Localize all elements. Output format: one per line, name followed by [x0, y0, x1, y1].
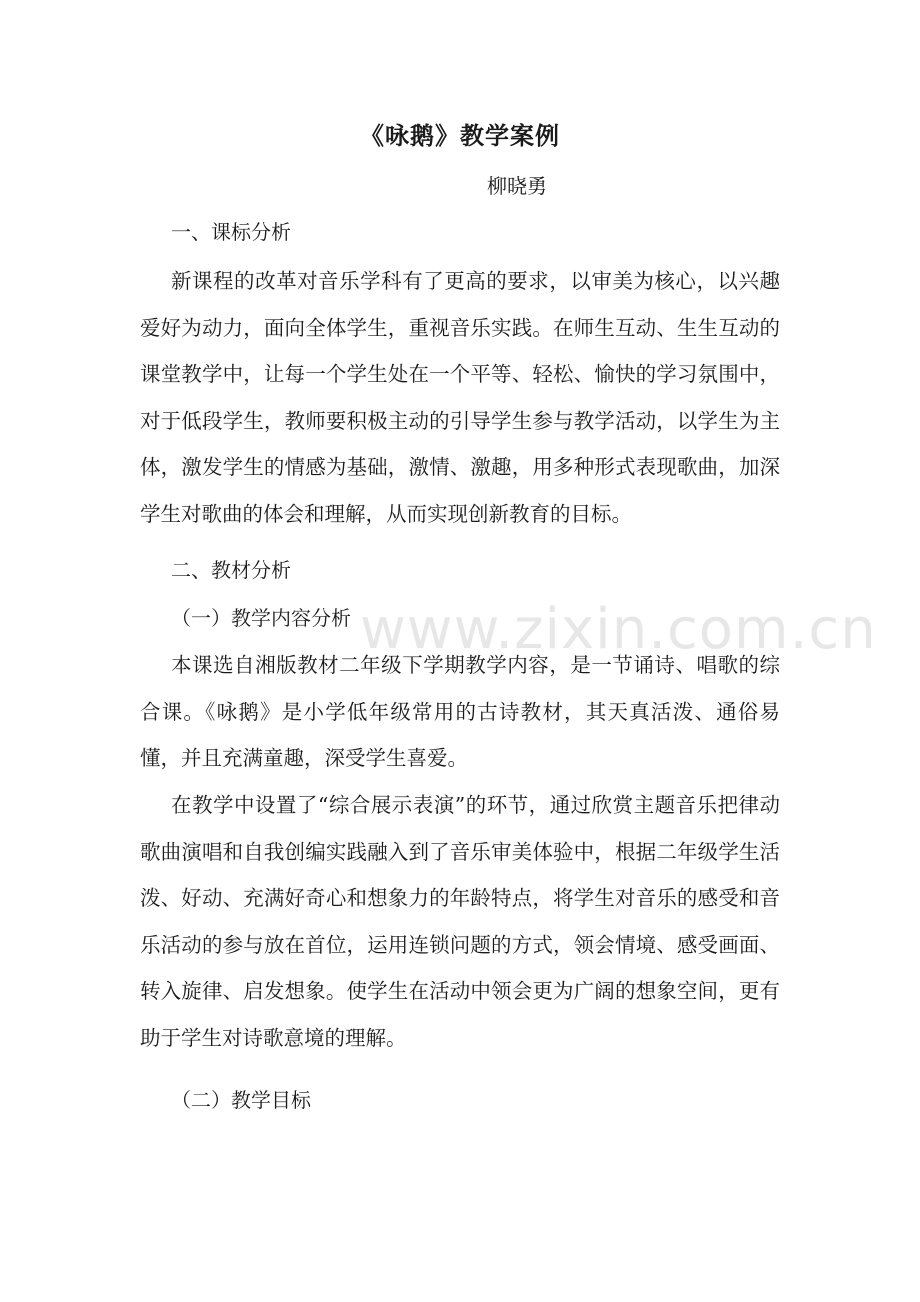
document-title: 《咏鹅》教学案例	[360, 121, 560, 150]
paragraph-curriculum-analysis: 新课程的改革对音乐学科有了更高的要求，以审美为核心，以兴趣爱好为动力，面向全体学生，重视音乐实践。在师生互动、生生互动的课堂教学中，让每一个学生处在一个平等、轻松、愉快的学习氛围中，对于低段学生，教师要积极主动的引导学生参与教学活动，以学生为主体，激发学生的情感为基础，激情、激趣，用多种形式表现歌曲，加深学生对歌曲的体会和理解，从而实现创新教育的目标。	[140, 269, 780, 526]
watermark: www.zixin.com.cn	[360, 597, 877, 662]
document-author: 柳晓勇	[487, 174, 547, 198]
paragraph-content-analysis-2: 在教学中设置了“综合展示表演”的环节，通过欣赏主题音乐把律动歌曲演唱和自我创编实践融入到了音乐审美体验中，根据二年级学生活泼、好动、充满好奇心和想象力的年龄特点，将学生对音乐的感受和音乐活动的参与放在首位，运用连锁问题的方式，领会情境、感受画面、转入旋律、启发想象。使学生在活动中领会更为广阔的想象空间，更有助于学生对诗歌意境的理解。	[140, 793, 780, 1050]
paragraph-content-analysis-1: 本课选自湘版教材二年级下学期教学内容，是一节诵诗、唱歌的综合课。《咏鹅》是小学低年级常用的古诗教材，其天真活泼、通俗易懂，并且充满童趣，深受学生喜爱。	[140, 653, 780, 770]
subsection-heading-teaching-goals: （二）教学目标	[171, 1088, 311, 1112]
subsection-heading-content-analysis: （一）教学内容分析	[171, 606, 351, 630]
section-heading-material-analysis: 二、教材分析	[171, 558, 291, 582]
section-heading-curriculum-analysis: 一、课标分析	[171, 220, 291, 244]
